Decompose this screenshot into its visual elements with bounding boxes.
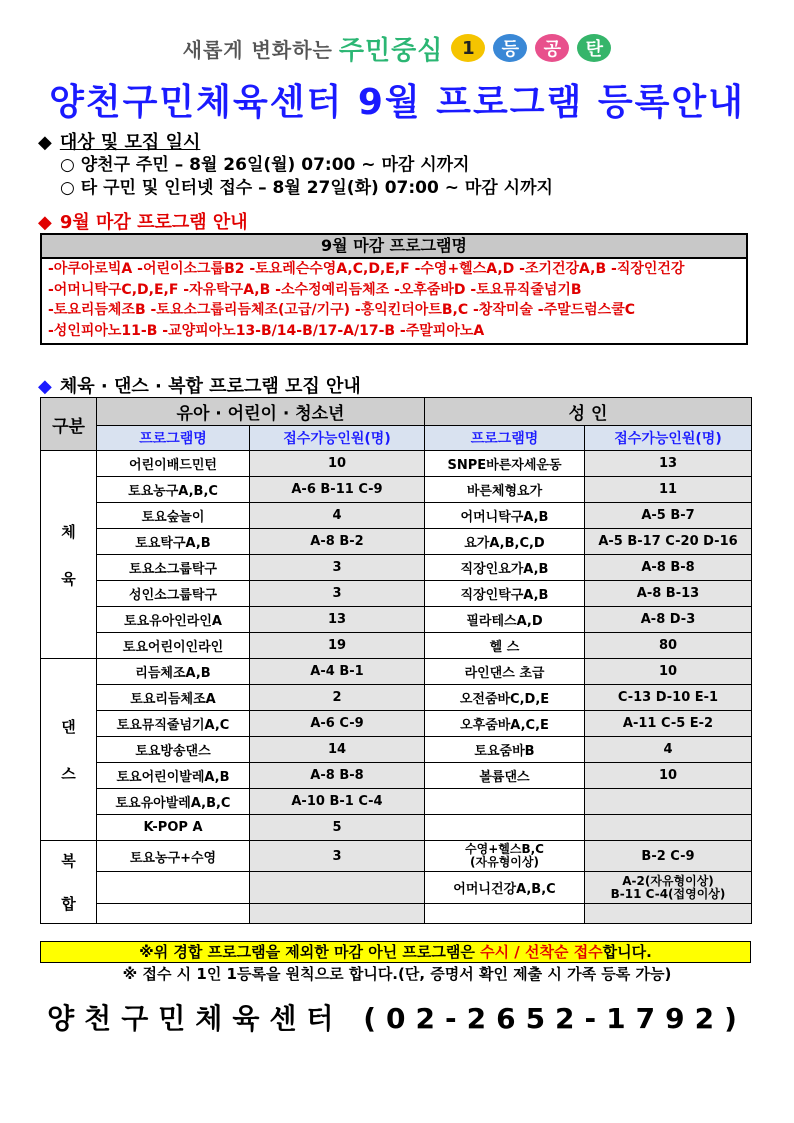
- category-combo: 복 합: [41, 841, 97, 924]
- youth-capacity: 3: [250, 581, 425, 607]
- adult-program: 바른체형요가: [425, 477, 585, 503]
- table-row: [41, 477, 752, 503]
- table-row: [41, 555, 752, 581]
- adult-program: 수영+헬스B,C (자유형이상): [425, 841, 585, 872]
- deadline-box: [40, 233, 748, 345]
- adult-capacity: [585, 789, 752, 815]
- youth-capacity: [250, 904, 425, 924]
- table-row: [41, 451, 752, 477]
- adult-capacity-header: 접수가능인원(명): [585, 426, 752, 451]
- deadline-box-header: 9월 마감 프로그램명: [42, 235, 746, 259]
- youth-capacity: A-4 B-1: [250, 659, 425, 685]
- youth-program: 어린이배드민턴: [97, 451, 250, 477]
- diamond-icon: ◆: [38, 376, 52, 397]
- section-program-heading: ◆ 체육 · 댄스 · 복합 프로그램 모집 안내: [38, 376, 361, 397]
- adult-capacity: A-8 B-13: [585, 581, 752, 607]
- youth-program: 토요유아발레A,B,C: [97, 789, 250, 815]
- youth-program: 토요유아인라인A: [97, 607, 250, 633]
- adult-program: [425, 904, 585, 924]
- adult-program: 오후줌바A,C,E: [425, 711, 585, 737]
- youth-program: 리듬체조A,B: [97, 659, 250, 685]
- table-row: [41, 815, 752, 841]
- table-row: [41, 607, 752, 633]
- youth-capacity: 2: [250, 685, 425, 711]
- adult-program: 요가A,B,C,D: [425, 529, 585, 555]
- youth-program-header: 프로그램명: [97, 426, 250, 451]
- adult-program: 볼륨댄스: [425, 763, 585, 789]
- youth-capacity: A-10 B-1 C-4: [250, 789, 425, 815]
- adult-capacity: A-2(자유형이상) B-11 C-4(접영이상): [585, 872, 752, 904]
- notice-banner: ※위 경합 프로그램을 제외한 마감 아닌 프로그램은 수시 / 선착순 접수합니다.: [40, 941, 751, 963]
- youth-program: 토요방송댄스: [97, 737, 250, 763]
- slogan-text: 새롭게 변화하는: [182, 37, 333, 62]
- adult-capacity: A-5 B-7: [585, 503, 752, 529]
- youth-program: [97, 904, 250, 924]
- youth-capacity: 13: [250, 607, 425, 633]
- youth-capacity: 5: [250, 815, 425, 841]
- youth-program: K-POP A: [97, 815, 250, 841]
- table-row: [41, 763, 752, 789]
- adult-program: 오전줌바C,D,E: [425, 685, 585, 711]
- registration-note: ※ 접수 시 1인 1등록을 원칙으로 합니다.(단, 증명서 확인 제출 시 가족 등록 가능): [122, 965, 672, 983]
- diamond-icon: ◆: [38, 132, 52, 153]
- deadline-line-3: -토요리듬체조B -토요소그룹리듬체조(고급/기구) -홍익킨더아트B,C -창작미술 -주말드럼스쿨C: [48, 302, 636, 318]
- notice-highlight: 수시 / 선착순 접수: [480, 943, 603, 961]
- category-dance: 댄 스: [41, 659, 97, 841]
- youth-capacity: 10: [250, 451, 425, 477]
- table-row: [41, 685, 752, 711]
- adult-capacity: 10: [585, 763, 752, 789]
- youth-capacity: A-6 B-11 C-9: [250, 477, 425, 503]
- youth-program: 토요탁구A,B: [97, 529, 250, 555]
- youth-capacity: 14: [250, 737, 425, 763]
- adult-capacity: B-2 C-9: [585, 841, 752, 872]
- slogan-badge-3: 공: [535, 34, 569, 62]
- adult-program: 헬 스: [425, 633, 585, 659]
- section-recruit-heading: ◆ 대상 및 모집 일시: [38, 132, 201, 153]
- col-category-header: 구분: [41, 398, 97, 451]
- adult-capacity: C-13 D-10 E-1: [585, 685, 752, 711]
- adult-program: 어머니건강A,B,C: [425, 872, 585, 904]
- table-row: [41, 503, 752, 529]
- youth-program: 토요농구A,B,C: [97, 477, 250, 503]
- adult-program: 토요줌바B: [425, 737, 585, 763]
- deadline-line-2: -어머니탁구C,D,E,F -자유탁구A,B -소수정예리듬체조 -오후줌바D -토요뮤직줄넘기B: [48, 281, 582, 298]
- adult-program-header: 프로그램명: [425, 426, 585, 451]
- page-title: 양천구민체육센터 9월 프로그램 등록안내: [49, 82, 745, 123]
- adult-capacity: [585, 815, 752, 841]
- table-row: [41, 659, 752, 685]
- table-row: [41, 581, 752, 607]
- table-row: [41, 529, 752, 555]
- youth-capacity: A-8 B-8: [250, 763, 425, 789]
- adult-program: 직장인탁구A,B: [425, 581, 585, 607]
- adult-capacity: A-8 D-3: [585, 607, 752, 633]
- youth-capacity: A-6 C-9: [250, 711, 425, 737]
- table-row: [41, 633, 752, 659]
- adult-program: 필라테스A,D: [425, 607, 585, 633]
- youth-program: 토요어린이인라인: [97, 633, 250, 659]
- adult-capacity: 13: [585, 451, 752, 477]
- youth-program: 토요농구+수영: [97, 841, 250, 872]
- adult-capacity: 11: [585, 477, 752, 503]
- deadline-line-1: -아쿠아로빅A -어린이소그룹B2 -토요레슨수영A,C,D,E,F -수영+헬스A,D -조기건강A,B -직장인건강: [48, 261, 685, 277]
- adult-capacity: [585, 904, 752, 924]
- deadline-line-4: -성인피아노11-B -교양피아노13-B/14-B/17-A/17-B -주말피아노A: [48, 322, 485, 339]
- program-table: [40, 397, 752, 924]
- adult-capacity: A-8 B-8: [585, 555, 752, 581]
- youth-program: 토요소그룹탁구: [97, 555, 250, 581]
- youth-program: 토요어린이발레A,B: [97, 763, 250, 789]
- category-sports: 체 육: [41, 451, 97, 659]
- youth-program: 토요뮤직줄넘기A,C: [97, 711, 250, 737]
- youth-program: 토요리듬체조A: [97, 685, 250, 711]
- youth-capacity: 3: [250, 841, 425, 872]
- slogan-highlight: 주민중심: [338, 35, 444, 66]
- slogan-badge-2: 등: [493, 34, 527, 62]
- adult-capacity: 4: [585, 737, 752, 763]
- table-row: [41, 872, 752, 904]
- slogan: [0, 28, 794, 68]
- youth-capacity: A-8 B-2: [250, 529, 425, 555]
- footer-contact: 양천구민체육센터 (02-2652-1792): [47, 1002, 747, 1035]
- adult-program: SNPE바른자세운동: [425, 451, 585, 477]
- adult-program: [425, 789, 585, 815]
- youth-program: [97, 872, 250, 904]
- table-row: [41, 737, 752, 763]
- adult-capacity: A-5 B-17 C-20 D-16: [585, 529, 752, 555]
- youth-capacity: 19: [250, 633, 425, 659]
- youth-program: 성인소그룹탁구: [97, 581, 250, 607]
- table-row: [41, 789, 752, 815]
- group-youth-header: 유아 · 어린이 · 청소년: [97, 398, 425, 426]
- youth-capacity: 4: [250, 503, 425, 529]
- table-row: [41, 904, 752, 924]
- adult-program: [425, 815, 585, 841]
- adult-program: 직장인요가A,B: [425, 555, 585, 581]
- slogan-badge-4: 탄: [577, 34, 611, 62]
- youth-capacity: [250, 872, 425, 904]
- group-adult-header: 성 인: [425, 398, 752, 426]
- adult-program: 라인댄스 초급: [425, 659, 585, 685]
- section-deadline-heading: ◆ 9월 마감 프로그램 안내: [38, 212, 248, 233]
- recruit-line-2: ○ 타 구민 및 인터넷 접수 – 8월 27일(화) 07:00 ~ 마감 시까지: [60, 178, 553, 198]
- adult-capacity: A-11 C-5 E-2: [585, 711, 752, 737]
- slogan-badge-1: 1: [451, 34, 485, 62]
- youth-program: 토요숲놀이: [97, 503, 250, 529]
- youth-capacity: 3: [250, 555, 425, 581]
- adult-program: 어머니탁구A,B: [425, 503, 585, 529]
- diamond-icon: ◆: [38, 212, 52, 233]
- adult-capacity: 80: [585, 633, 752, 659]
- recruit-line-1: ○ 양천구 주민 – 8월 26일(월) 07:00 ~ 마감 시까지: [60, 155, 470, 175]
- table-row: [41, 711, 752, 737]
- table-row: [41, 841, 752, 872]
- adult-capacity: 10: [585, 659, 752, 685]
- youth-capacity-header: 접수가능인원(명): [250, 426, 425, 451]
